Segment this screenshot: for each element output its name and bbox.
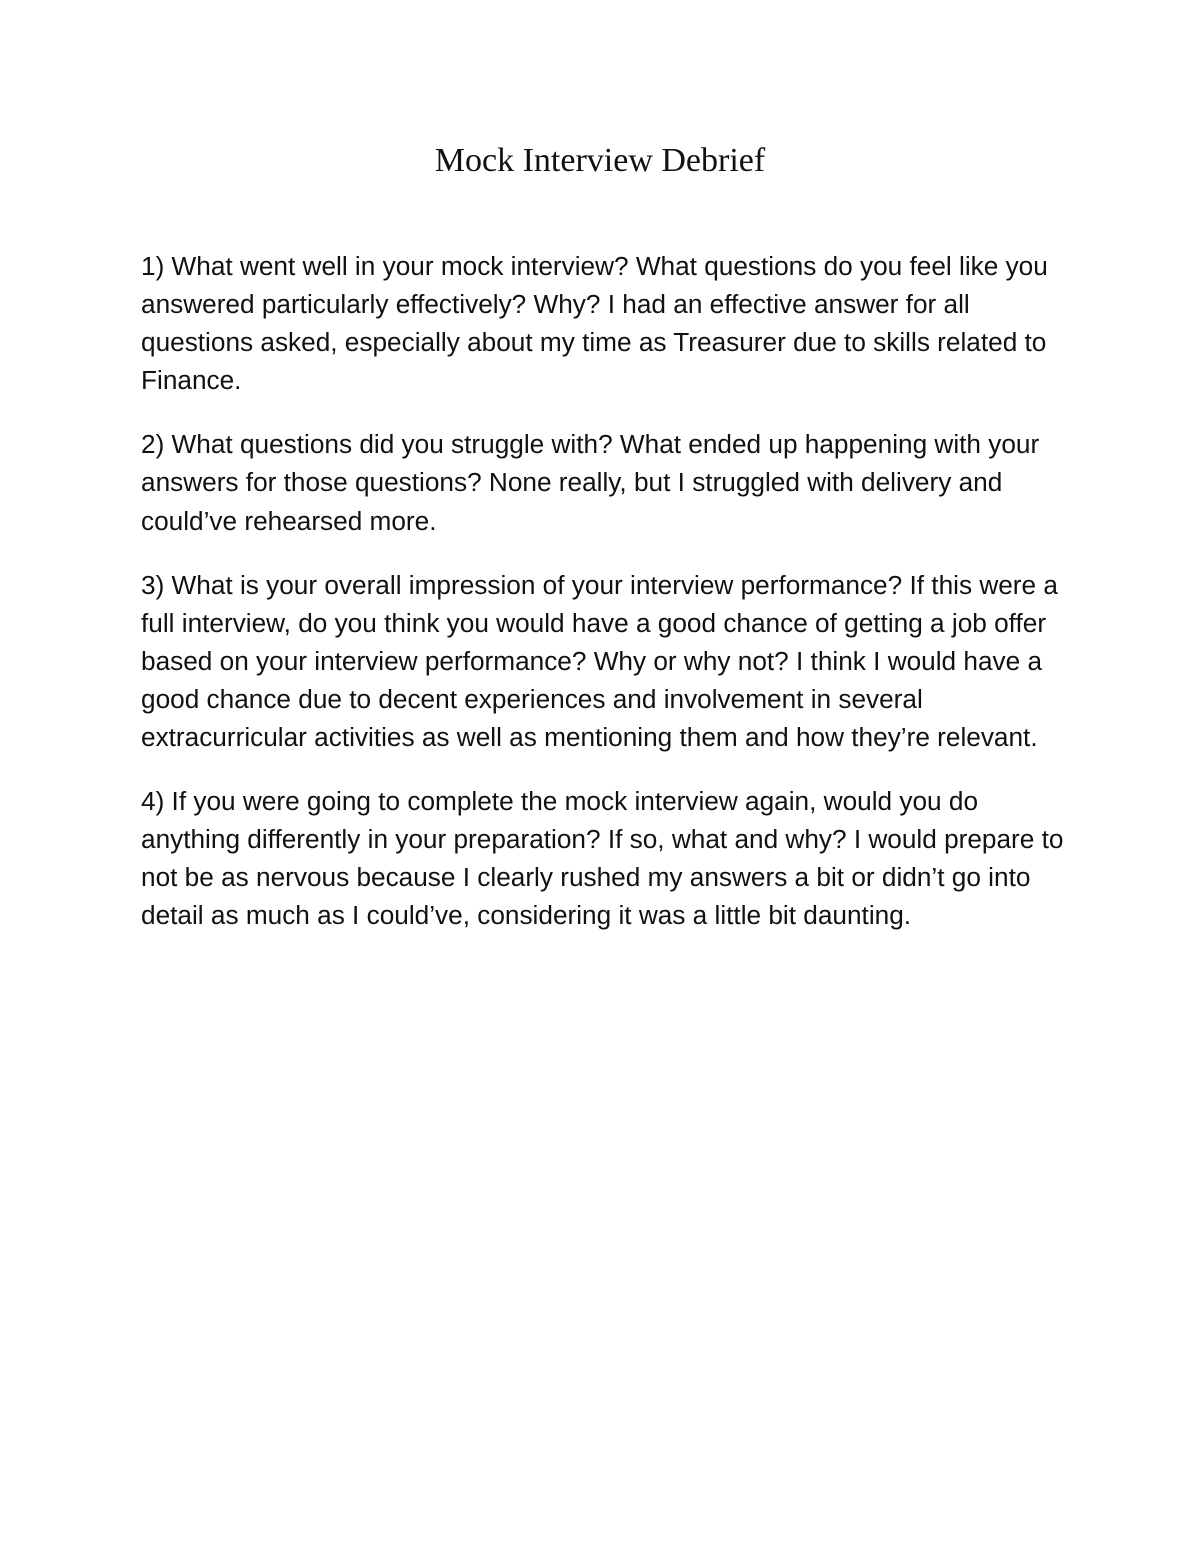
document-body <box>141 247 1066 935</box>
question-answer-2: 2) What questions did you struggle with? What ended up happening with your answers for those questions? None really, but I struggled with delivery and could’ve rehearsed more. <box>141 429 1040 536</box>
document-title: Mock Interview Debrief <box>434 142 766 179</box>
question-answer-1: 1) What went well in your mock interview? What questions do you feel like you answered particularly effectively? Why? I had an effective answer for all questions asked, especially about my time as Treasurer due to skills related to Finance. <box>141 251 1048 396</box>
question-answer-4: 4) If you were going to complete the mock interview again, would you do anything differently in your preparation? If so, what and why? I would prepare to not be as nervous because I clearly rushed my answers a bit or didn’t go into detail as much as I could’ve, considering it was a little bit daunting. <box>141 786 1064 931</box>
question-answer-3: 3) What is your overall impression of your interview performance? If this were a full interview, do you think you would have a good chance of getting a job offer based on your interview performance? Why or why not? I think I would have a good chance due to decent experiences and involvement in several extracurricular activities as well as mentioning them and how they’re relevant. <box>141 569 1058 753</box>
